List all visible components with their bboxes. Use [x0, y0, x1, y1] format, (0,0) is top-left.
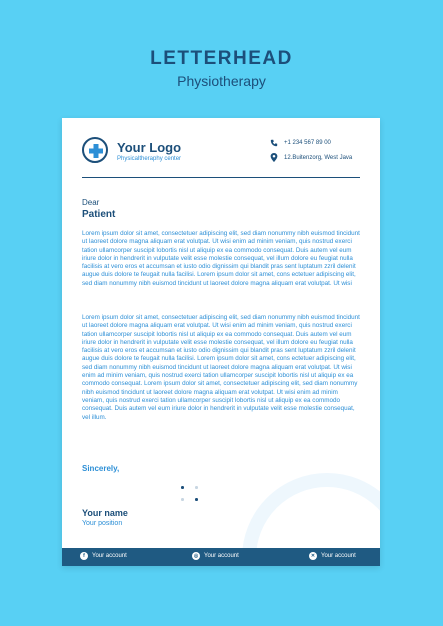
instagram-icon: ◎: [193, 553, 199, 559]
location-pin-icon: [270, 153, 278, 162]
letter-sheet: [62, 118, 380, 566]
footer-bar: [62, 548, 380, 566]
social-label: Your account: [92, 553, 127, 559]
phone-icon: [270, 139, 278, 147]
phone-contact: [270, 139, 331, 147]
logo-subtitle: Physicaltheraphy center: [117, 156, 182, 162]
address-text: 12.Buitenzorg, West Java: [284, 154, 353, 161]
body-paragraph-2: Lorem ipsum dolor sit amet, consectetuer adipiscing elit, sed diam nonummy nibh euismod tincidunt ut laoreet dolore magna aliquam erat volutpat. Ut wisi enim ad minim veniam, quis nostrud exerci tation ullamcorper suscipit lobortis nisl ut aliquip ex ea commodo consequat. Duis autem vel eum iriure dolor in hendrerit in vulputate velit esse molestie consequat, vel illum dolore eu feugiat nulla facilisis at vero eros et accumsan et iusto odio dignissim qui blandit pras sent luptatum zzril delenit augue duis dolore te feugait nulla facilisi. Lorem ipsum dolor sit amet, cons ectetuer adipiscing elit, sed diam nonummy nibh euismod tincidunt ut laoreet dolore magna aliquam erat volutpat. Ut wisi enim ad minim veniam, quis nostrud exerci tation ullamcorper suscipit lobortis nisl ut aliquip ex ea commodo consequat. Lorem ipsum dolor sit amet, consectetuer adipiscing elit, sed diam nonummy nibh euismod tincidunt ut laoreet dolore magna aliquam erat volutpat. Ut wisi enim ad minim veniam, quis nostrud exerci tation ullamcorper suscipit lobortis nisl ut aliquip ex ea commodo consequat. Duis autem vel eum iriure dolor in hendrerit in vulputate velit esse molestie consequat, vel illum.: [82, 314, 360, 421]
social-twitter[interactable]: [309, 552, 356, 560]
social-facebook[interactable]: [80, 552, 127, 560]
header-title: LETTERHEAD: [150, 48, 293, 69]
phone-number: +1 234 567 89 00: [284, 140, 331, 146]
social-label: Your account: [321, 553, 356, 559]
body-paragraph-1: Lorem ipsum dolor sit amet, consectetuer adipiscing elit, sed diam nonummy nibh euismod tincidunt ut laoreet dolore magna aliquam erat volutpat. Ut wisi enim ad minim veniam, quis nostrud exerci tation ullamcorper suscipit lobortis nisl ut aliquip ex ea commodo consequat. Duis autem vel eum iriure dolor in hendrerit in vulputate velit esse molestie consequat, vel illum dolore eu feugiat nulla facilisis at vero eros et accumsan et iusto odio dignissim qui blandit pras sent luptatum zzril delenit augue duis dolore te feugait nulla facilisi. Lorem ipsum dolor sit amet, cons ectetuer adipiscing elit, sed diam nonummy nibh euismod tincidunt ut laoreet dolore magna aliquam erat volutpat. Ut wisi: [82, 230, 360, 287]
closing: Sincerely,: [82, 464, 120, 473]
social-instagram[interactable]: [192, 552, 239, 560]
sender-position: Your position: [82, 520, 123, 527]
header-divider: [82, 177, 360, 178]
address-contact: [270, 153, 352, 162]
sender-name: Your name: [82, 508, 128, 518]
social-label: Your account: [204, 553, 239, 559]
greeting: Dear: [82, 198, 100, 207]
recipient-name: Patient: [82, 209, 116, 220]
logo-text: Your Logo: [117, 140, 182, 155]
facebook-icon: f: [80, 552, 88, 560]
signature-dots: [181, 486, 201, 506]
header-subtitle: Physiotherapy: [177, 73, 266, 89]
medical-cross-icon: [82, 137, 108, 163]
twitter-icon: ✕: [310, 553, 316, 559]
